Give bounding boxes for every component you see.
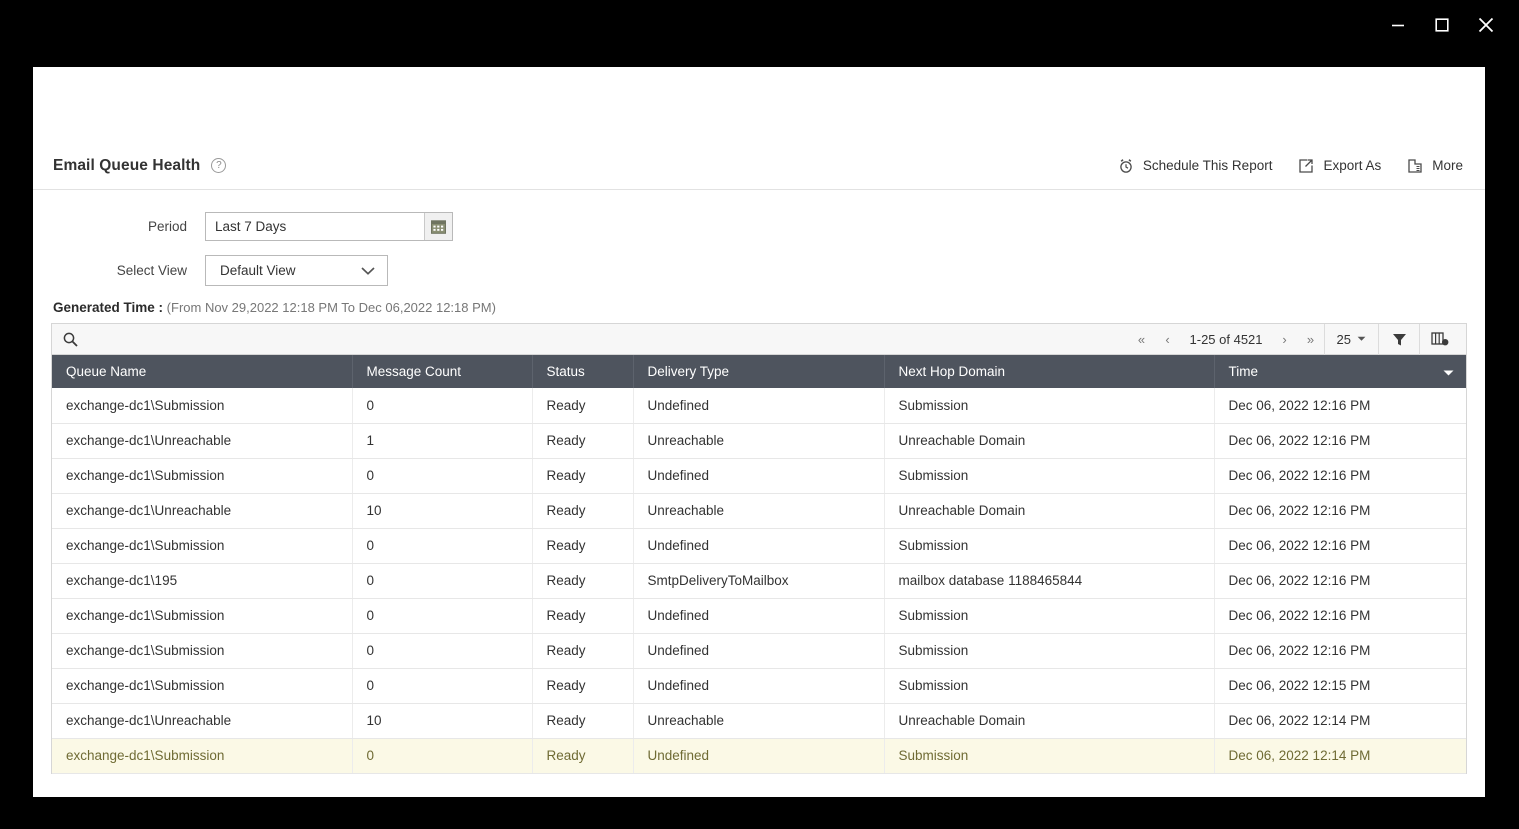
table-header-row — [52, 355, 1466, 388]
results-table-container — [51, 323, 1467, 774]
cell-time: Dec 06, 2022 12:14 PM — [1214, 703, 1466, 738]
cell-delivery-type: Undefined — [633, 598, 884, 633]
alarm-clock-icon — [1118, 158, 1134, 174]
cell-time: Dec 06, 2022 12:16 PM — [1214, 528, 1466, 563]
more-button[interactable] — [1407, 158, 1463, 174]
cell-status: Ready — [532, 563, 633, 598]
cell-delivery-type: Undefined — [633, 458, 884, 493]
cell-next-hop-domain: Submission — [884, 668, 1214, 703]
cell-delivery-type: Undefined — [633, 528, 884, 563]
sort-descending-icon — [1443, 364, 1454, 379]
column-header-delivery-type[interactable]: Delivery Type — [633, 355, 884, 388]
cell-time: Dec 06, 2022 12:16 PM — [1214, 633, 1466, 668]
pagination-range: 1-25 of 4521 — [1189, 331, 1263, 347]
cell-time: Dec 06, 2022 12:16 PM — [1214, 388, 1466, 423]
chevron-down-icon — [361, 263, 375, 278]
page-size-value: 25 — [1336, 331, 1351, 347]
cell-delivery-type: Undefined — [633, 668, 884, 703]
column-header-status[interactable]: Status — [532, 355, 633, 388]
column-header-time[interactable] — [1214, 355, 1466, 388]
calendar-icon[interactable] — [424, 213, 452, 240]
cell-status: Ready — [532, 493, 633, 528]
last-page-button[interactable]: » — [1306, 331, 1315, 347]
select-view-value: Default View — [220, 263, 296, 278]
cell-queue-name: exchange-dc1\Unreachable — [52, 493, 352, 528]
cell-message-count: 0 — [352, 528, 532, 563]
period-input[interactable] — [205, 212, 453, 241]
more-label: More — [1432, 158, 1463, 173]
export-as-button[interactable] — [1298, 158, 1381, 174]
cell-next-hop-domain: mailbox database 1188465844 — [884, 563, 1214, 598]
cell-queue-name: exchange-dc1\Submission — [52, 738, 352, 773]
column-header-queue-name[interactable]: Queue Name — [52, 355, 352, 388]
close-icon[interactable] — [1475, 14, 1497, 36]
table-row[interactable] — [52, 528, 1466, 563]
window-controls — [1387, 14, 1497, 36]
page-size-dropdown[interactable] — [1325, 332, 1378, 347]
cell-message-count: 0 — [352, 598, 532, 633]
next-page-button[interactable]: › — [1282, 331, 1287, 347]
filter-panel — [33, 190, 1485, 286]
table-row[interactable] — [52, 668, 1466, 703]
application-window — [33, 67, 1485, 797]
cell-queue-name: exchange-dc1\Submission — [52, 388, 352, 423]
first-page-button[interactable]: « — [1137, 331, 1146, 347]
cell-next-hop-domain: Unreachable Domain — [884, 703, 1214, 738]
cell-status: Ready — [532, 458, 633, 493]
cell-message-count: 10 — [352, 493, 532, 528]
question-mark-icon[interactable]: ? — [211, 158, 226, 173]
period-value: Last 7 Days — [215, 219, 287, 234]
cell-queue-name: exchange-dc1\Submission — [52, 633, 352, 668]
table-row[interactable] — [52, 388, 1466, 423]
cell-status: Ready — [532, 703, 633, 738]
table-row[interactable] — [52, 458, 1466, 493]
cell-time: Dec 06, 2022 12:16 PM — [1214, 423, 1466, 458]
cell-time: Dec 06, 2022 12:15 PM — [1214, 668, 1466, 703]
schedule-this-report-button[interactable] — [1118, 158, 1273, 174]
maximize-icon[interactable] — [1431, 14, 1453, 36]
cell-queue-name: exchange-dc1\Unreachable — [52, 703, 352, 738]
cell-queue-name: exchange-dc1\Unreachable — [52, 423, 352, 458]
export-icon — [1298, 158, 1314, 174]
column-header-next-hop-domain[interactable]: Next Hop Domain — [884, 355, 1214, 388]
cell-next-hop-domain: Unreachable Domain — [884, 493, 1214, 528]
cell-time: Dec 06, 2022 12:16 PM — [1214, 563, 1466, 598]
cell-delivery-type: Undefined — [633, 388, 884, 423]
cell-message-count: 0 — [352, 563, 532, 598]
cell-status: Ready — [532, 633, 633, 668]
pagination-controls — [1129, 324, 1460, 354]
cell-delivery-type: Undefined — [633, 633, 884, 668]
select-view-label: Select View — [116, 263, 187, 278]
table-row[interactable] — [52, 738, 1466, 773]
table-body — [52, 388, 1466, 773]
cell-message-count: 0 — [352, 668, 532, 703]
cell-status: Ready — [532, 668, 633, 703]
cell-next-hop-domain: Submission — [884, 458, 1214, 493]
cell-message-count: 0 — [352, 388, 532, 423]
table-row[interactable] — [52, 633, 1466, 668]
cell-message-count: 1 — [352, 423, 532, 458]
cell-time: Dec 06, 2022 12:16 PM — [1214, 598, 1466, 633]
more-icon — [1407, 158, 1423, 174]
cell-status: Ready — [532, 528, 633, 563]
period-label: Period — [147, 219, 187, 234]
previous-page-button[interactable]: ‹ — [1165, 331, 1170, 347]
column-settings-icon[interactable] — [1420, 324, 1460, 355]
cell-message-count: 10 — [352, 703, 532, 738]
export-as-label: Export As — [1323, 158, 1382, 173]
column-header-message-count[interactable]: Message Count — [352, 355, 532, 388]
period-row — [33, 212, 1485, 241]
table-row[interactable] — [52, 563, 1466, 598]
cell-next-hop-domain: Submission — [884, 633, 1214, 668]
results-table — [52, 355, 1466, 774]
cell-next-hop-domain: Submission — [884, 388, 1214, 423]
chevron-down-icon — [1357, 336, 1366, 342]
cell-delivery-type: Unreachable — [633, 423, 884, 458]
table-row[interactable] — [52, 598, 1466, 633]
cell-time: Dec 06, 2022 12:16 PM — [1214, 458, 1466, 493]
cell-message-count: 0 — [352, 458, 532, 493]
schedule-this-report-label: Schedule This Report — [1142, 158, 1273, 173]
select-view-dropdown[interactable] — [205, 255, 388, 286]
cell-next-hop-domain: Unreachable Domain — [884, 423, 1214, 458]
select-view-row — [33, 255, 1485, 286]
cell-next-hop-domain: Submission — [884, 598, 1214, 633]
app-top-strip — [33, 67, 1485, 142]
cell-next-hop-domain: Submission — [884, 528, 1214, 563]
cell-message-count: 0 — [352, 633, 532, 668]
cell-status: Ready — [532, 388, 633, 423]
cell-time: Dec 06, 2022 12:16 PM — [1214, 493, 1466, 528]
cell-status: Ready — [532, 598, 633, 633]
table-row[interactable] — [52, 423, 1466, 458]
cell-next-hop-domain: Submission — [884, 738, 1214, 773]
generated-time-label: Generated Time : — [53, 300, 164, 315]
cell-queue-name: exchange-dc1\Submission — [52, 598, 352, 633]
cell-delivery-type: SmtpDeliveryToMailbox — [633, 563, 884, 598]
minimize-icon[interactable] — [1387, 14, 1409, 36]
table-row[interactable] — [52, 703, 1466, 738]
table-toolbar — [52, 324, 1466, 355]
cell-message-count: 0 — [352, 738, 532, 773]
report-header — [33, 142, 1485, 190]
cell-delivery-type: Undefined — [633, 738, 884, 773]
generated-time — [53, 300, 1485, 315]
cell-queue-name: exchange-dc1\Submission — [52, 458, 352, 493]
cell-status: Ready — [532, 423, 633, 458]
cell-delivery-type: Unreachable — [633, 703, 884, 738]
generated-time-range: (From Nov 29,2022 12:18 PM To Dec 06,2022 12:18 PM) — [166, 300, 496, 315]
column-header-time-label: Time — [1228, 364, 1258, 379]
cell-status: Ready — [532, 738, 633, 773]
cell-queue-name: exchange-dc1\Submission — [52, 668, 352, 703]
page-title: Email Queue Health — [53, 156, 201, 174]
search-icon[interactable] — [62, 331, 79, 348]
cell-time: Dec 06, 2022 12:14 PM — [1214, 738, 1466, 773]
table-row[interactable] — [52, 493, 1466, 528]
cell-queue-name: exchange-dc1\Submission — [52, 528, 352, 563]
cell-queue-name: exchange-dc1\195 — [52, 563, 352, 598]
cell-delivery-type: Unreachable — [633, 493, 884, 528]
header-actions — [1118, 158, 1463, 174]
funnel-icon[interactable] — [1379, 324, 1419, 355]
